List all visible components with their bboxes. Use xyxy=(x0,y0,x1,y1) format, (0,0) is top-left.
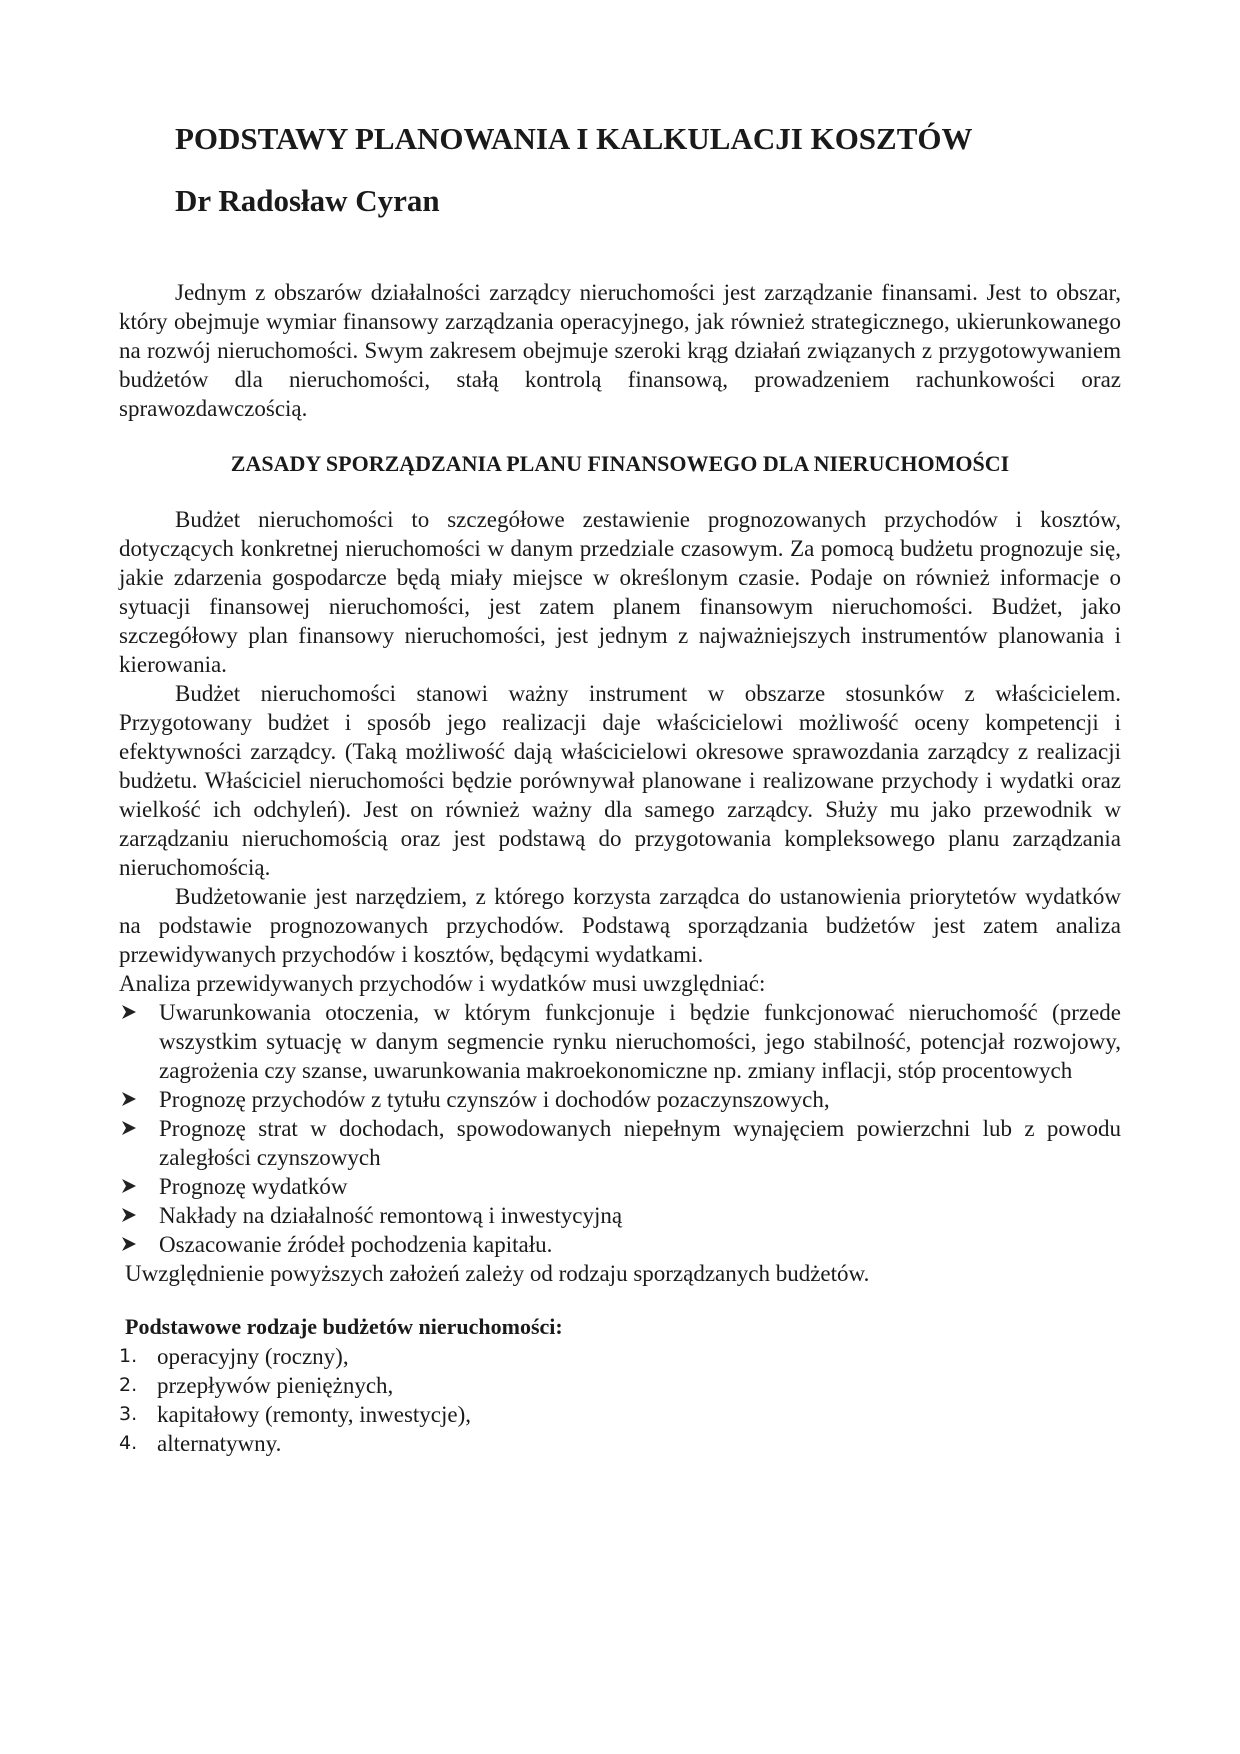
list-item xyxy=(119,1201,1121,1230)
list-item-text: Prognozę strat w dochodach, spowodowanych niepełnym wynajęciem powierzchni lub z powodu zaległości czynszowych xyxy=(159,1116,1121,1170)
arrowhead-icon xyxy=(121,1004,137,1020)
list-item xyxy=(119,1172,1121,1201)
list-number: 1. xyxy=(119,1345,138,1367)
analysis-list xyxy=(119,998,1121,1259)
list-item-text: alternatywny. xyxy=(157,1431,282,1456)
list-item xyxy=(119,1400,1121,1429)
document-page xyxy=(119,108,1121,1458)
types-heading: Podstawowe rodzaje budżetów nieruchomości: xyxy=(125,1314,563,1339)
list-item-text: Nakłady na działalność remontową i inwestycyjną xyxy=(159,1203,623,1228)
types-list xyxy=(119,1342,1121,1458)
intro-paragraph: Jednym z obszarów działalności zarządcy nieruchomości jest zarządzanie finansami. Jest to obszar, który obejmuje wymiar finansowy zarządzania operacyjnego, jak również strategicznego, ukierunkowanego na rozwój nieruchomości. Swym zakresem obejmuje szeroki krąg działań związanych z przygotowywaniem budżetów dla nieruchomości, stałą kontrolą finansową, prowadzeniem rachunkowości oraz sprawozdawczością. xyxy=(119,280,1121,421)
arrowhead-icon xyxy=(121,1236,137,1252)
list-item xyxy=(119,1085,1121,1114)
list-number: 4. xyxy=(119,1432,138,1454)
list-number: 2. xyxy=(119,1374,138,1396)
arrowhead-icon xyxy=(121,1207,137,1223)
list-item-text: Prognozę wydatków xyxy=(159,1174,348,1199)
list-item-text: Uwarunkowania otoczenia, w którym funkcjonuje i będzie funkcjonować nieruchomość (przede wszystkim sytuację w danym segmencie rynku nieruchomości, jego stabilność, potencjał rozwojowy, zagrożenia czy szanse, uwarunkowania makroekonomiczne np. zmiany inflacji, stóp procentowych xyxy=(159,1000,1121,1083)
list-item-text: Oszacowanie źródeł pochodzenia kapitału. xyxy=(159,1232,553,1257)
list-item xyxy=(119,1429,1121,1458)
arrowhead-icon xyxy=(121,1091,137,1107)
list-item xyxy=(119,1342,1121,1371)
list-item-text: przepływów pieniężnych, xyxy=(157,1373,394,1398)
list-item-text: kapitałowy (remonty, inwestycje), xyxy=(157,1402,472,1427)
arrowhead-icon xyxy=(121,1120,137,1136)
paragraph-2: Budżet nieruchomości stanowi ważny instrument w obszarze stosunków z właścicielem. Przygotowany budżet i sposób jego realizacji daje właścicielowi możliwość oceny kompetencji i efektywności zarządcy. (Taką możliwość dają właścicielowi okresowe sprawozdania zarządcy z realizacji budżetu. Właściciel nieruchomości będzie porównywał planowane i realizowane przychody i wydatki oraz wielkość ich odchyleń). Jest on również ważny dla samego zarządcy. Służy mu jako przewodnik w zarządzaniu nieruchomością oraz jest podstawą do przygotowania kompleksowego planu zarządzania nieruchomością. xyxy=(119,681,1121,880)
list-item xyxy=(119,1230,1121,1259)
analysis-lead: Analiza przewidywanych przychodów i wydatków musi uwzględniać: xyxy=(119,971,766,996)
list-item-text: Prognozę przychodów z tytułu czynszów i dochodów pozaczynszowych, xyxy=(159,1087,830,1112)
list-number: 3. xyxy=(119,1403,138,1425)
document-title: PODSTAWY PLANOWANIA I KALKULACJI KOSZTÓW xyxy=(175,121,973,156)
arrowhead-icon xyxy=(121,1178,137,1194)
closing-sentence: Uwzględnienie powyższych założeń zależy od rodzaju sporządzanych budżetów. xyxy=(125,1261,870,1286)
document-author: Dr Radosław Cyran xyxy=(175,183,440,218)
spacer xyxy=(119,232,1121,278)
list-item xyxy=(119,1371,1121,1400)
section-heading: ZASADY SPORZĄDZANIA PLANU FINANSOWEGO DLA NIERUCHOMOŚCI xyxy=(230,451,1010,476)
paragraph-3: Budżetowanie jest narzędziem, z którego korzysta zarządca do ustanowienia priorytetów wydatków na podstawie prognozowanych przychodów. Podstawą sporządzania budżetów jest zatem analiza przewidywanych przychodów i kosztów, będącymi wydatkami. xyxy=(119,884,1121,967)
paragraph-1: Budżet nieruchomości to szczegółowe zestawienie prognozowanych przychodów i kosztów, dotyczących konkretnej nieruchomości w danym przedziale czasowym. Za pomocą budżetu prognozuje się, jakie zdarzenia gospodarcze będą miały miejsce w określonym czasie. Podaje on również informacje o sytuacji finansowej nieruchomości, jest zatem planem finansowym nieruchomości. Budżet, jako szczegółowy plan finansowy nieruchomości, jest jednym z najważniejszych instrumentów planowania i kierowania. xyxy=(119,507,1121,677)
list-item xyxy=(119,1114,1121,1172)
list-item-text: operacyjny (roczny), xyxy=(157,1344,349,1369)
list-item xyxy=(119,998,1121,1085)
